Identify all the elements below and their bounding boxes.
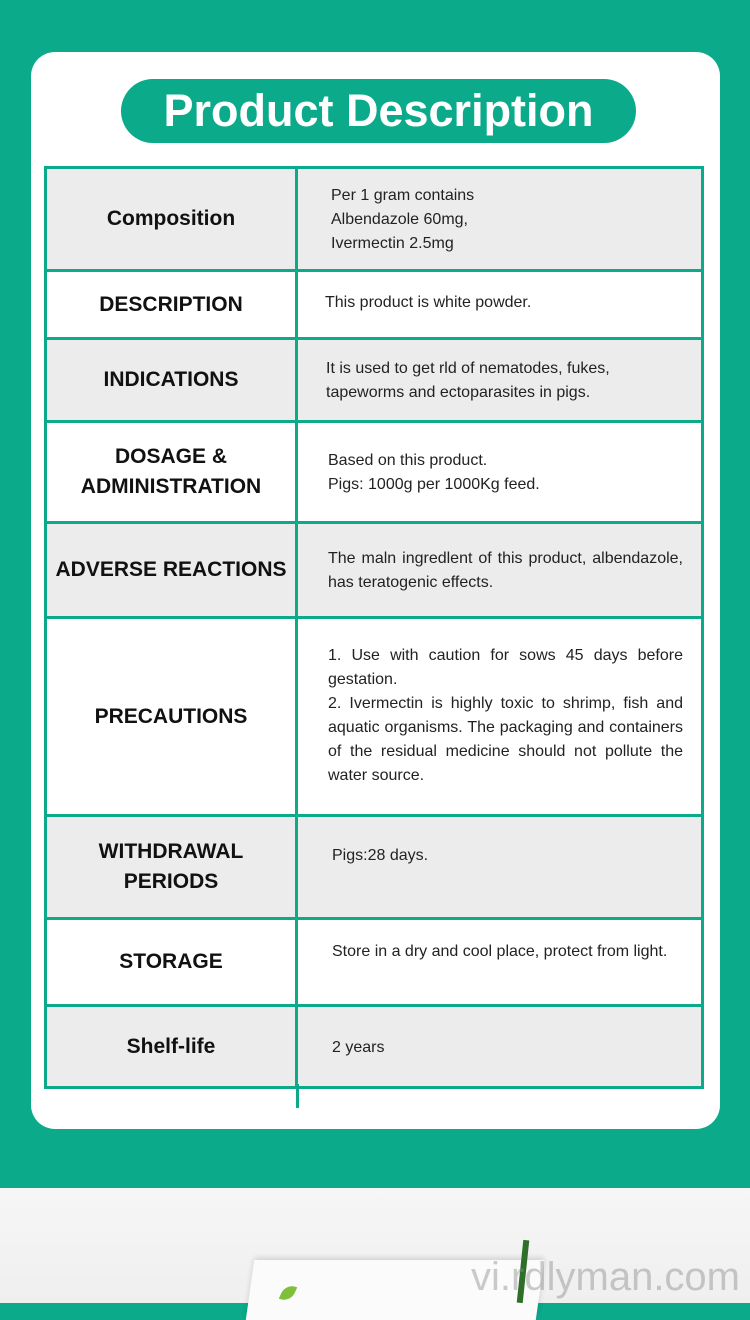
row-value xyxy=(298,817,701,917)
row-label: PRECAUTIONS xyxy=(47,619,298,814)
value-line: 2. Ivermectin is highly toxic to shrimp, fish and aquatic organisms. The packaging and containers of the residual medicine should not pollute the water source. xyxy=(328,695,683,784)
row-label: Composition xyxy=(47,169,298,269)
row-label: DOSAGE & ADMINISTRATION xyxy=(47,423,298,521)
row-label: Shelf-life xyxy=(47,1007,298,1086)
value-line: Per 1 gram contains xyxy=(331,187,475,204)
table-row-precautions xyxy=(47,619,701,817)
table-row-adverse-reactions xyxy=(47,524,701,619)
row-value xyxy=(298,920,701,1004)
row-label: DESCRIPTION xyxy=(47,272,298,337)
page-title: Product Description xyxy=(121,79,636,143)
value-line: 1. Use with caution for sows 45 days before gestation. xyxy=(328,647,683,688)
row-value xyxy=(298,423,701,521)
row-value xyxy=(298,524,701,616)
value-line: This product is white powder. xyxy=(325,293,532,311)
table-row-withdrawal xyxy=(47,817,701,920)
row-value xyxy=(298,340,701,420)
row-value xyxy=(298,1007,701,1086)
row-label: STORAGE xyxy=(47,920,298,1004)
value-line: 2 years xyxy=(332,1038,385,1056)
value-line: Pigs:28 days. xyxy=(332,847,429,864)
row-value xyxy=(298,619,701,814)
value-line: Ivermectin 2.5mg xyxy=(331,235,454,252)
value-line: Store in a dry and cool place, protect from light. xyxy=(332,943,668,960)
row-value xyxy=(298,272,701,337)
row-label: INDICATIONS xyxy=(47,340,298,420)
table-row-dosage xyxy=(47,423,701,524)
value-line: Pigs: 1000g per 1000Kg feed. xyxy=(328,476,540,493)
value-line: Based on this product. xyxy=(328,452,488,469)
value-line: Albendazole 60mg, xyxy=(331,211,468,228)
row-label: ADVERSE REACTIONS xyxy=(47,524,298,616)
row-label: WITHDRAWAL PERIODS xyxy=(47,817,298,917)
table-row-description xyxy=(47,272,701,340)
table-row-indications xyxy=(47,340,701,423)
value-line: It is used to get rld of nematodes, fukes, tapeworms and ectoparasites in pigs. xyxy=(326,360,610,401)
table-row-storage xyxy=(47,920,701,1007)
row-value xyxy=(298,169,701,269)
table-row-shelf-life xyxy=(47,1007,701,1086)
table-divider-stub xyxy=(296,1084,299,1108)
watermark: vi.rdlyman.com xyxy=(471,1255,740,1299)
value-line: The maln ingredlent of this product, albendazole, has teratogenic effects. xyxy=(328,550,683,591)
table-row-composition xyxy=(47,169,701,272)
product-spec-table xyxy=(44,166,704,1089)
